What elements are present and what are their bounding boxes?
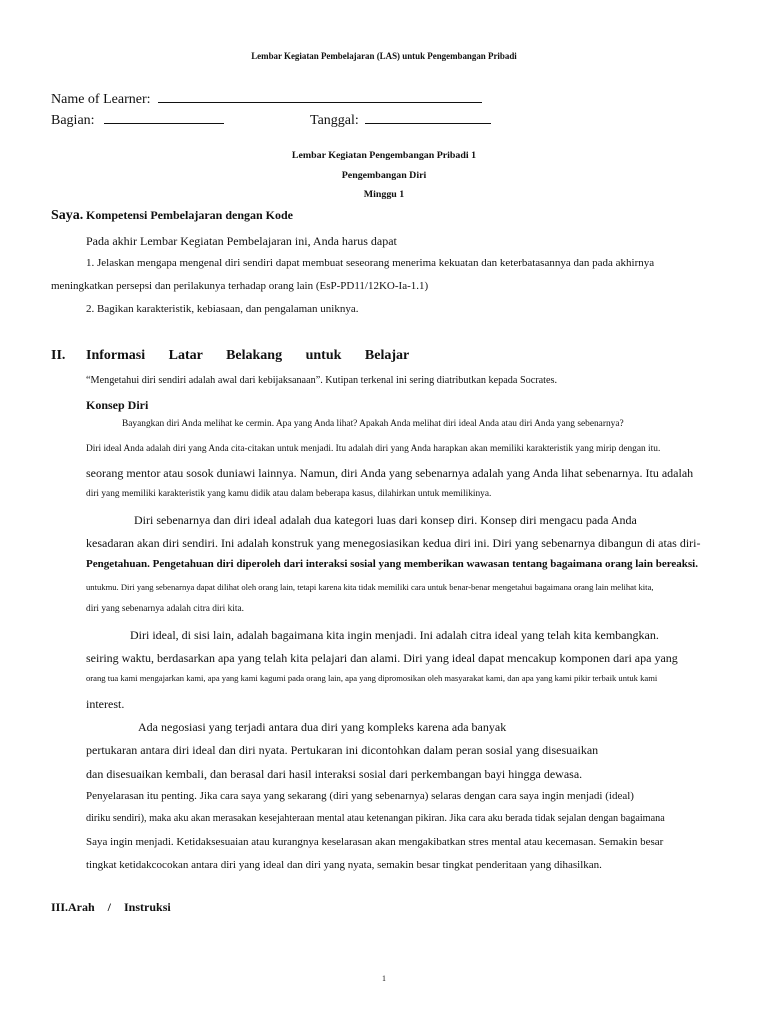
para-1-line-3: seorang mentor atau sosok duniawi lainnya. Namun, diri Anda yang sebenarnya adalah yang Anda lihat sebenarnya. Itu adalah bbox=[86, 466, 694, 480]
para-1-line-4: diri yang memiliki karakteristik yang kamu didik atau dalam beberapa kasus, dilahirkan untuk memilikinya. bbox=[86, 489, 492, 499]
para-3-line-4: interest. bbox=[86, 697, 125, 711]
para-1-line-2: Diri ideal Anda adalah diri yang Anda cita-citakan untuk menjadi. Itu adalah diri yang Anda harapkan akan memiliki karakteristik yang mirip dengan itu. bbox=[86, 444, 661, 454]
para-2-line-4: untukmu. Diri yang sebenarnya dapat dilihat oleh orang lain, tetapi karena kita tidak memiliki cara untuk benar-benar mengetahui bagaimana orang lain melihat kita, bbox=[86, 582, 654, 592]
section-1-title: Kompetensi Pembelajaran dengan Kode bbox=[86, 208, 293, 222]
para-4-line-1: Ada negosiasi yang terjadi antara dua diri yang kompleks karena ada banyak bbox=[138, 720, 507, 734]
date-blank bbox=[365, 122, 491, 124]
learner-name-blank bbox=[158, 101, 482, 103]
section-field bbox=[51, 113, 224, 129]
para-2-line-1: Diri sebenarnya dan diri ideal adalah dua kategori luas dari konsep diri. Konsep diri mengacu pada Anda bbox=[134, 513, 637, 527]
heading-line-3: Minggu 1 bbox=[363, 189, 405, 200]
learner-name-label: Name of Learner: bbox=[51, 92, 151, 107]
para-2-line-5: diri yang sebenarnya adalah citra diri kita. bbox=[86, 604, 245, 614]
heading-line-1: Lembar Kegiatan Pengembangan Pribadi 1 bbox=[291, 150, 477, 161]
document-title: Lembar Kegiatan Pembelajaran (LAS) untuk Pengembangan Pribadi bbox=[251, 51, 517, 61]
socrates-quote: “Mengetahui diri sendiri adalah awal dari kebijaksanaan”. Kutipan terkenal ini sering diatributkan kepada Socrates. bbox=[86, 375, 557, 386]
section-label: Bagian: bbox=[51, 113, 95, 128]
para-4-line-5: diriku sendiri), maka aku akan merasakan kesejahteraan mental atau ketenangan pikiran. Jika cara aku berada tidak sejalan dengan bagaimana bbox=[86, 813, 665, 824]
para-2-line-2: kesadaran akan diri sendiri. Ini adalah konstruk yang menegosiasikan kedua diri ini. Diri yang sebenarnya dibangun di atas diri- bbox=[86, 536, 701, 550]
para-4-line-4: Penyelarasan itu penting. Jika cara saya yang sekarang (diri yang sebenarnya) selaras dengan cara saya ingin menjadi (ideal) bbox=[86, 790, 634, 802]
para-4-line-6: Saya ingin menjadi. Ketidaksesuaian atau kurangnya keselarasan akan mengakibatkan stres mental atau kecemasan. Semakin besar bbox=[86, 836, 664, 848]
para-1-line-1: Bayangkan diri Anda melihat ke cermin. Apa yang Anda lihat? Apakah Anda melihat diri ideal Anda atau diri Anda yang sebenarnya? bbox=[122, 419, 624, 429]
learner-name-field bbox=[51, 92, 482, 108]
date-label: Tanggal: bbox=[310, 113, 359, 128]
competency-item-1-line-2: meningkatkan persepsi dan perilakunya terhadap orang lain (EsP-PD11/12KO-Ia-1.1) bbox=[51, 280, 429, 292]
para-3-line-2: seiring waktu, berdasarkan apa yang telah kita pelajari dan alami. Diri yang ideal dapat mencakup komponen dari apa yang bbox=[86, 651, 678, 665]
section-1-intro: Pada akhir Lembar Kegiatan Pembelajaran ini, Anda harus dapat bbox=[86, 234, 397, 248]
para-3-line-3: orang tua kami mengajarkan kami, apa yang kami kagumi pada orang lain, apa yang dipromosikan oleh masyarakat kami, dan apa yang kami pikir terbaik untuk kami bbox=[86, 673, 658, 683]
section-2-number: II. bbox=[51, 348, 66, 363]
para-4-line-7: tingkat ketidakcocokan antara diri yang ideal dan diri yang nyata, semakin besar tingkat penderitaan yang dihasilkan. bbox=[86, 859, 602, 871]
competency-item-2: 2. Bagikan karakteristik, kebiasaan, dan pengalaman uniknya. bbox=[86, 303, 359, 315]
para-4-line-2: pertukaran antara diri ideal dan diri nyata. Pertukaran ini dicontohkan dalam peran sosial yang disesuaikan bbox=[86, 743, 599, 757]
section-2-title: Informasi Latar Belakang untuk Belajar bbox=[86, 348, 410, 363]
para-2-line-3: Pengetahuan. Pengetahuan diri diperoleh dari interaksi sosial yang memberikan wawasan tentang bagaimana orang lain bereaksi. bbox=[86, 558, 698, 570]
section-blank bbox=[104, 122, 224, 124]
heading-line-2: Pengembangan Diri bbox=[341, 170, 427, 181]
competency-item-1-line-1: 1. Jelaskan mengapa mengenal diri sendiri dapat membuat seseorang menerima kekuatan dan keterbatasannya dan pada akhirnya bbox=[86, 257, 655, 269]
date-field bbox=[310, 113, 491, 129]
subheading-self-concept: Konsep Diri bbox=[86, 398, 149, 412]
page-number: 1 bbox=[382, 974, 386, 983]
para-3-line-1: Diri ideal, di sisi lain, adalah bagaimana kita ingin menjadi. Ini adalah citra ideal yang telah kita kembangkan. bbox=[130, 628, 659, 642]
section-1-number: Saya. bbox=[51, 208, 84, 223]
para-4-line-3: dan disesuaikan kembali, dan berasal dari hasil interaksi sosial dari perkembangan bayi hingga dewasa. bbox=[86, 767, 583, 781]
section-3-title: III.Arah / Instruksi bbox=[51, 900, 171, 914]
